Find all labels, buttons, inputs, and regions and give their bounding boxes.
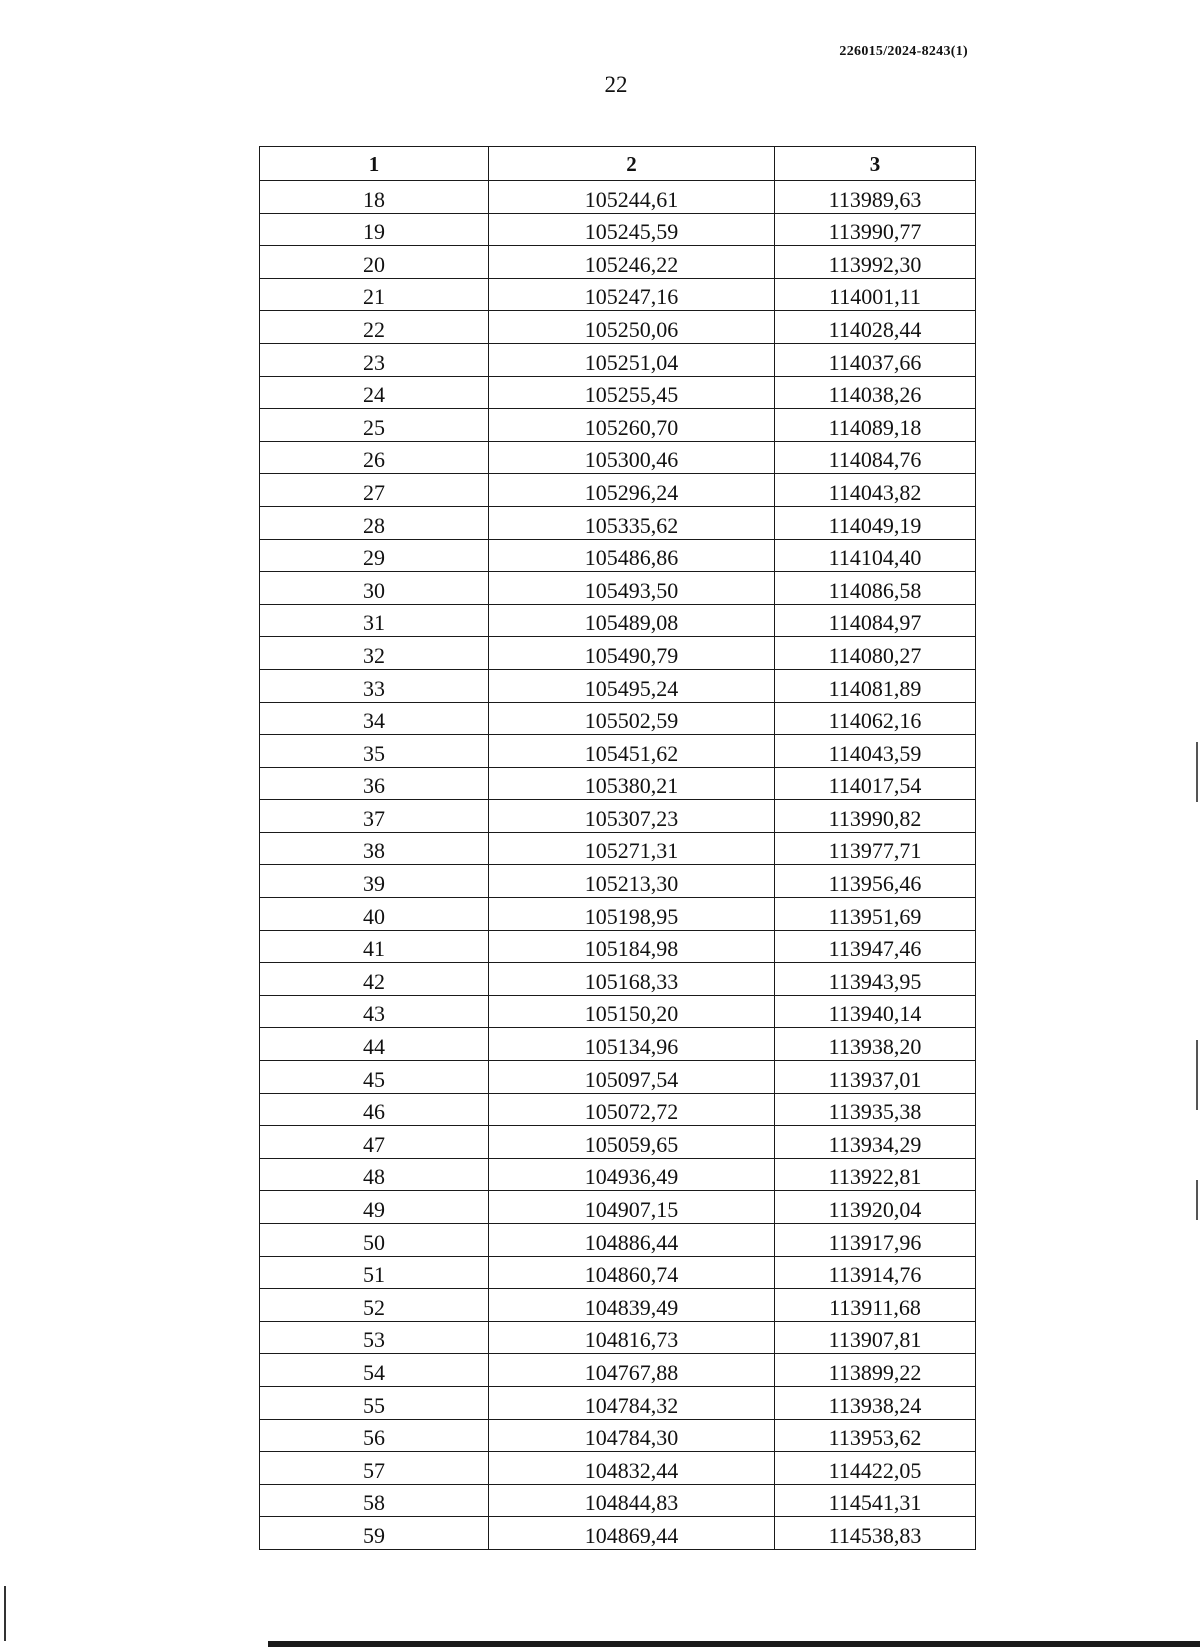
table-row bbox=[260, 735, 976, 768]
point-number-cell: 22 bbox=[260, 311, 489, 344]
coordinate-x-cell: 105246,22 bbox=[489, 246, 775, 279]
coordinate-y-cell: 114081,89 bbox=[775, 669, 976, 702]
point-number-cell: 38 bbox=[260, 832, 489, 865]
point-number-cell: 32 bbox=[260, 637, 489, 670]
point-number-cell: 21 bbox=[260, 278, 489, 311]
coordinate-y-cell: 113992,30 bbox=[775, 246, 976, 279]
column-header-1: 1 bbox=[260, 147, 489, 181]
table-row bbox=[260, 539, 976, 572]
coordinate-x-cell: 105134,96 bbox=[489, 1028, 775, 1061]
table-row bbox=[260, 1386, 976, 1419]
table-row bbox=[260, 1321, 976, 1354]
point-number-cell: 25 bbox=[260, 409, 489, 442]
point-number-cell: 35 bbox=[260, 735, 489, 768]
column-header-3: 3 bbox=[775, 147, 976, 181]
table-row bbox=[260, 409, 976, 442]
coordinate-y-cell: 114062,16 bbox=[775, 702, 976, 735]
coordinate-x-cell: 105251,04 bbox=[489, 343, 775, 376]
point-number-cell: 43 bbox=[260, 995, 489, 1028]
coordinate-y-cell: 114028,44 bbox=[775, 311, 976, 344]
point-number-cell: 36 bbox=[260, 767, 489, 800]
table-row bbox=[260, 278, 976, 311]
coordinate-y-cell: 113938,24 bbox=[775, 1386, 976, 1419]
table-row bbox=[260, 1256, 976, 1289]
coordinate-x-cell: 105150,20 bbox=[489, 995, 775, 1028]
point-number-cell: 56 bbox=[260, 1419, 489, 1452]
table-row bbox=[260, 1452, 976, 1485]
table-row bbox=[260, 441, 976, 474]
coordinate-y-cell: 114049,19 bbox=[775, 506, 976, 539]
table-row bbox=[260, 213, 976, 246]
coordinate-x-cell: 105451,62 bbox=[489, 735, 775, 768]
point-number-cell: 50 bbox=[260, 1224, 489, 1257]
point-number-cell: 23 bbox=[260, 343, 489, 376]
scan-edge-mark bbox=[1196, 742, 1198, 802]
coordinate-y-cell: 114037,66 bbox=[775, 343, 976, 376]
coordinate-x-cell: 105244,61 bbox=[489, 181, 775, 214]
coordinate-x-cell: 105168,33 bbox=[489, 963, 775, 996]
coordinate-y-cell: 113940,14 bbox=[775, 995, 976, 1028]
point-number-cell: 52 bbox=[260, 1289, 489, 1322]
coordinate-x-cell: 105486,86 bbox=[489, 539, 775, 572]
coordinate-x-cell: 104907,15 bbox=[489, 1191, 775, 1224]
table-row bbox=[260, 637, 976, 670]
point-number-cell: 24 bbox=[260, 376, 489, 409]
table-row bbox=[260, 1028, 976, 1061]
coordinate-y-cell: 113907,81 bbox=[775, 1321, 976, 1354]
coordinate-y-cell: 113977,71 bbox=[775, 832, 976, 865]
coordinate-y-cell: 113990,77 bbox=[775, 213, 976, 246]
coordinate-x-cell: 105502,59 bbox=[489, 702, 775, 735]
table-row bbox=[260, 1484, 976, 1517]
table-row bbox=[260, 800, 976, 833]
coordinate-y-cell: 114089,18 bbox=[775, 409, 976, 442]
coordinate-y-cell: 113914,76 bbox=[775, 1256, 976, 1289]
point-number-cell: 33 bbox=[260, 669, 489, 702]
point-number-cell: 45 bbox=[260, 1061, 489, 1094]
point-number-cell: 44 bbox=[260, 1028, 489, 1061]
coordinate-x-cell: 104784,30 bbox=[489, 1419, 775, 1452]
coordinate-x-cell: 105255,45 bbox=[489, 376, 775, 409]
point-number-cell: 54 bbox=[260, 1354, 489, 1387]
table-row bbox=[260, 1289, 976, 1322]
point-number-cell: 42 bbox=[260, 963, 489, 996]
table-row bbox=[260, 1061, 976, 1094]
coordinate-y-cell: 113956,46 bbox=[775, 865, 976, 898]
table-row bbox=[260, 1158, 976, 1191]
coordinate-x-cell: 104767,88 bbox=[489, 1354, 775, 1387]
coordinate-y-cell: 113935,38 bbox=[775, 1093, 976, 1126]
table-row bbox=[260, 832, 976, 865]
scan-edge-left bbox=[4, 1586, 6, 1641]
coordinate-y-cell: 114017,54 bbox=[775, 767, 976, 800]
point-number-cell: 39 bbox=[260, 865, 489, 898]
coordinate-y-cell: 113917,96 bbox=[775, 1224, 976, 1257]
point-number-cell: 34 bbox=[260, 702, 489, 735]
coordinate-x-cell: 104816,73 bbox=[489, 1321, 775, 1354]
page-number: 22 bbox=[604, 72, 628, 97]
coordinate-y-cell: 114001,11 bbox=[775, 278, 976, 311]
point-number-cell: 31 bbox=[260, 604, 489, 637]
point-number-cell: 37 bbox=[260, 800, 489, 833]
point-number-cell: 51 bbox=[260, 1256, 489, 1289]
point-number-cell: 18 bbox=[260, 181, 489, 214]
coordinate-x-cell: 104832,44 bbox=[489, 1452, 775, 1485]
coordinate-x-cell: 105250,06 bbox=[489, 311, 775, 344]
coordinate-x-cell: 105097,54 bbox=[489, 1061, 775, 1094]
point-number-cell: 19 bbox=[260, 213, 489, 246]
point-number-cell: 49 bbox=[260, 1191, 489, 1224]
coordinate-x-cell: 105489,08 bbox=[489, 604, 775, 637]
table-row bbox=[260, 702, 976, 735]
coordinate-y-cell: 113920,04 bbox=[775, 1191, 976, 1224]
table-row bbox=[260, 1224, 976, 1257]
coordinate-x-cell: 105059,65 bbox=[489, 1126, 775, 1159]
table-row bbox=[260, 376, 976, 409]
table-row bbox=[260, 1093, 976, 1126]
table-row bbox=[260, 474, 976, 507]
table-header-row bbox=[260, 147, 976, 181]
coordinate-y-cell: 114043,82 bbox=[775, 474, 976, 507]
coordinate-x-cell: 105490,79 bbox=[489, 637, 775, 670]
coordinate-x-cell: 104860,74 bbox=[489, 1256, 775, 1289]
table-row bbox=[260, 506, 976, 539]
coordinate-y-cell: 114086,58 bbox=[775, 572, 976, 605]
coordinate-y-cell: 113951,69 bbox=[775, 898, 976, 931]
table-row bbox=[260, 1354, 976, 1387]
coordinate-x-cell: 105271,31 bbox=[489, 832, 775, 865]
coordinate-x-cell: 105307,23 bbox=[489, 800, 775, 833]
scan-edge-mark bbox=[1196, 1180, 1198, 1220]
coordinate-y-cell: 114084,97 bbox=[775, 604, 976, 637]
coordinates-table bbox=[259, 146, 976, 1550]
table-row bbox=[260, 311, 976, 344]
coordinate-x-cell: 105198,95 bbox=[489, 898, 775, 931]
coordinate-x-cell: 105247,16 bbox=[489, 278, 775, 311]
coordinate-x-cell: 105380,21 bbox=[489, 767, 775, 800]
coordinate-x-cell: 105335,62 bbox=[489, 506, 775, 539]
coordinate-x-cell: 105495,24 bbox=[489, 669, 775, 702]
coordinate-x-cell: 105260,70 bbox=[489, 409, 775, 442]
table-row bbox=[260, 995, 976, 1028]
table-row bbox=[260, 246, 976, 279]
column-header-2: 2 bbox=[489, 147, 775, 181]
coordinate-y-cell: 113934,29 bbox=[775, 1126, 976, 1159]
coordinate-y-cell: 114038,26 bbox=[775, 376, 976, 409]
coordinate-x-cell: 105300,46 bbox=[489, 441, 775, 474]
point-number-cell: 30 bbox=[260, 572, 489, 605]
coordinate-y-cell: 113938,20 bbox=[775, 1028, 976, 1061]
point-number-cell: 53 bbox=[260, 1321, 489, 1354]
coordinate-x-cell: 104844,83 bbox=[489, 1484, 775, 1517]
coordinate-y-cell: 113911,68 bbox=[775, 1289, 976, 1322]
coordinate-x-cell: 105184,98 bbox=[489, 930, 775, 963]
point-number-cell: 47 bbox=[260, 1126, 489, 1159]
coordinate-x-cell: 104886,44 bbox=[489, 1224, 775, 1257]
coordinate-y-cell: 113899,22 bbox=[775, 1354, 976, 1387]
coordinate-x-cell: 105245,59 bbox=[489, 213, 775, 246]
table-row bbox=[260, 1126, 976, 1159]
point-number-cell: 58 bbox=[260, 1484, 489, 1517]
coordinate-x-cell: 104784,32 bbox=[489, 1386, 775, 1419]
coordinate-y-cell: 114422,05 bbox=[775, 1452, 976, 1485]
coordinate-y-cell: 113990,82 bbox=[775, 800, 976, 833]
table-row bbox=[260, 181, 976, 214]
table-row bbox=[260, 930, 976, 963]
coordinate-y-cell: 113989,63 bbox=[775, 181, 976, 214]
table-row bbox=[260, 1517, 976, 1550]
table-row bbox=[260, 963, 976, 996]
point-number-cell: 57 bbox=[260, 1452, 489, 1485]
point-number-cell: 46 bbox=[260, 1093, 489, 1126]
coordinate-y-cell: 113922,81 bbox=[775, 1158, 976, 1191]
coordinate-y-cell: 113937,01 bbox=[775, 1061, 976, 1094]
table-row bbox=[260, 1191, 976, 1224]
coordinate-x-cell: 105296,24 bbox=[489, 474, 775, 507]
coordinate-y-cell: 113943,95 bbox=[775, 963, 976, 996]
coordinate-y-cell: 114541,31 bbox=[775, 1484, 976, 1517]
table-row bbox=[260, 669, 976, 702]
point-number-cell: 55 bbox=[260, 1386, 489, 1419]
point-number-cell: 59 bbox=[260, 1517, 489, 1550]
point-number-cell: 40 bbox=[260, 898, 489, 931]
table-row bbox=[260, 1419, 976, 1452]
table-row bbox=[260, 898, 976, 931]
table-body bbox=[260, 181, 976, 1550]
point-number-cell: 41 bbox=[260, 930, 489, 963]
coordinate-x-cell: 105072,72 bbox=[489, 1093, 775, 1126]
coordinate-x-cell: 105493,50 bbox=[489, 572, 775, 605]
coordinate-x-cell: 104936,49 bbox=[489, 1158, 775, 1191]
coordinate-y-cell: 114043,59 bbox=[775, 735, 976, 768]
coordinate-y-cell: 114084,76 bbox=[775, 441, 976, 474]
point-number-cell: 28 bbox=[260, 506, 489, 539]
coordinate-y-cell: 113947,46 bbox=[775, 930, 976, 963]
coordinate-y-cell: 114080,27 bbox=[775, 637, 976, 670]
coordinate-x-cell: 105213,30 bbox=[489, 865, 775, 898]
coordinate-y-cell: 113953,62 bbox=[775, 1419, 976, 1452]
coordinate-x-cell: 104839,49 bbox=[489, 1289, 775, 1322]
table-row bbox=[260, 865, 976, 898]
point-number-cell: 26 bbox=[260, 441, 489, 474]
coordinate-y-cell: 114538,83 bbox=[775, 1517, 976, 1550]
table-row bbox=[260, 767, 976, 800]
table-row bbox=[260, 572, 976, 605]
table-row bbox=[260, 604, 976, 637]
point-number-cell: 27 bbox=[260, 474, 489, 507]
coordinate-y-cell: 114104,40 bbox=[775, 539, 976, 572]
point-number-cell: 48 bbox=[260, 1158, 489, 1191]
point-number-cell: 20 bbox=[260, 246, 489, 279]
coordinate-x-cell: 104869,44 bbox=[489, 1517, 775, 1550]
point-number-cell: 29 bbox=[260, 539, 489, 572]
scan-edge-mark bbox=[1196, 1040, 1198, 1110]
table-row bbox=[260, 343, 976, 376]
scan-border-bottom bbox=[268, 1641, 1200, 1647]
document-number: 226015/2024-8243(1) bbox=[839, 44, 968, 59]
